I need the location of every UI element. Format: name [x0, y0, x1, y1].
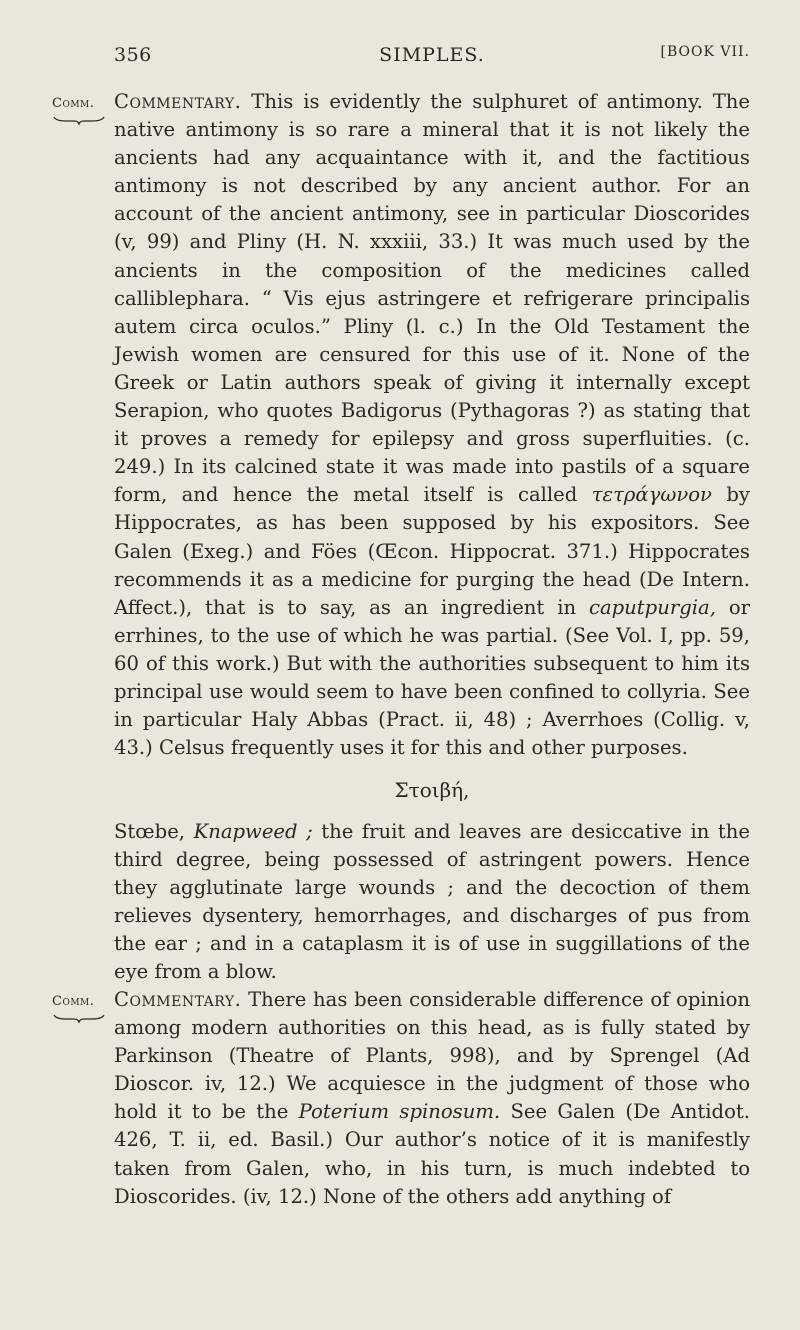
margin-note-comm-1: [52, 96, 112, 125]
italic-term: Knapweed ;: [193, 820, 313, 843]
commentary-paragraph-2: [114, 986, 750, 1211]
entry-greek-title: Στοιβή,: [394, 778, 470, 802]
commentary-text: by Hippocrates, as has been supposed by his expositors. See Galen (Exeg.) and Föes (Œcon. Hippocrat. 371.) Hippocrates recommends it as a medicine for purging the head (De Intern. Affect.), that is to say, as an ingredient in: [114, 483, 750, 619]
page-number: 356: [114, 44, 152, 66]
brace-icon: [52, 115, 106, 125]
entry-text: Stœbe,: [114, 820, 194, 843]
running-title: SIMPLES.: [379, 44, 485, 66]
commentary-lead: Commentary.: [114, 988, 242, 1011]
commentary-text: This is evidently the sulphuret of antimony. The native antimony is so rare a mineral that it is not likely the ancients had any acquaintance with it, and the factitious antimony is not described by any ancient author. For an account of the ancient antimony, see in particular Dioscorides (v, 99) and Pliny (H. N. xxxiii, 33.) It was much used by the ancients in the composition of the medicines called calliblephara. “ Vis ejus astringere et refrigerare principalis autem circa oculos.” Pliny (l. c.) In the Old Testament the Jewish women are censured for this use of it. None of the Greek or Latin authors speak of giving it internally except Serapion, who quotes Badigorus (Pythagoras ?) as stating that it proves a remedy for epilepsy and gross superfluities. (c. 249.) In its calcined state it was made into pastils of a square form, and hence the metal itself is called: [114, 90, 750, 507]
commentary-paragraph-1: [114, 88, 750, 762]
greek-term: τετράγωνον: [591, 483, 712, 507]
italic-term: caputpurgia,: [588, 595, 716, 619]
commentary-block-1: [114, 88, 750, 762]
entry-block: [114, 818, 750, 987]
commentary-text: or errhines, to the use of which he was partial. (See Vol. I, pp. 59, 60 of this work.) But with the authorities subsequent to him its principal use would seem to have been confined to collyria. See in particular Haly Abbas (Pract. ii, 48) ; Averrhoes (Collig. v, 43.) Celsus frequently uses it for this and other purposes.: [114, 595, 750, 760]
margin-note-comm-2: [52, 994, 112, 1023]
entry-text: the fruit and leaves are desiccative in the third degree, being possessed of astringent powers. Hence they agglutinate large wounds ; and the decoction of them relieves dysentery, hemorrhages, and discharges of pus from the ear ; and in a cataplasm it is of use in suggillations of the eye from a blow.: [114, 820, 751, 984]
running-header: [114, 44, 750, 74]
commentary-block-2: [114, 986, 750, 1211]
brace-icon: [52, 1013, 106, 1023]
book-label: [BOOK VII.: [660, 44, 750, 60]
commentary-lead: Commentary.: [114, 90, 242, 113]
italic-term: Poterium spinosum.: [298, 1100, 501, 1124]
commentary-text: There has been considerable difference of opinion among modern authorities on this head, as is fully stated by Parkinson (Theatre of Plants, 998), and by Sprengel (Ad Dioscor. iv, 12.) We acquiesce in the judgment of those who hold it to be the: [114, 988, 750, 1124]
margin-note-label: Comm.: [52, 96, 95, 111]
entry-paragraph: [114, 818, 750, 987]
margin-note-label: Comm.: [52, 994, 95, 1009]
commentary-text: See Galen (De Antidot. 426, T. ii, ed. Basil.) Our author’s notice of it is manifestly taken from Galen, who, in his turn, is much indebted to Dioscorides. (iv, 12.) None of the others add anything of: [114, 1100, 750, 1208]
